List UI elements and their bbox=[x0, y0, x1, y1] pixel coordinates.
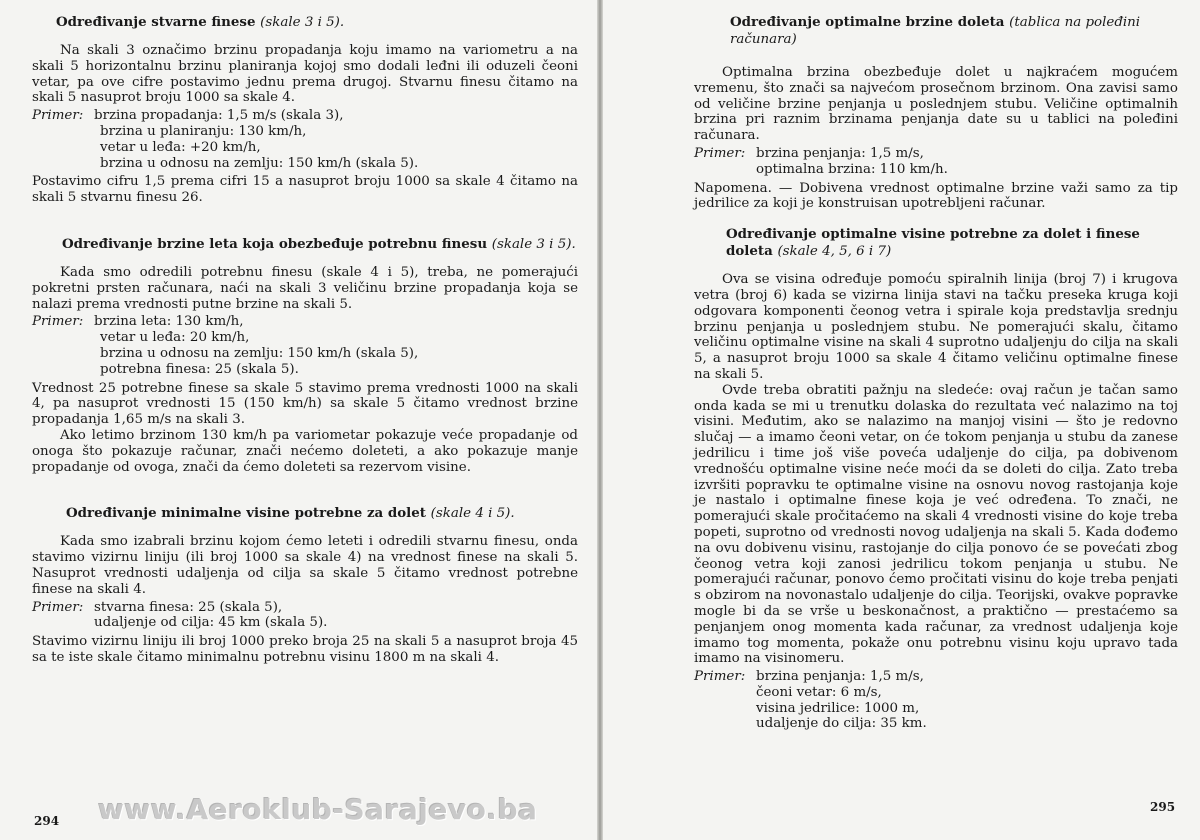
right-page bbox=[602, 0, 1200, 840]
section-title: Određivanje stvarne finese bbox=[56, 14, 256, 30]
section-heading bbox=[694, 14, 1178, 48]
section-title-sub: (skale 3 i 5). bbox=[491, 236, 576, 252]
page-number: 294 bbox=[34, 814, 60, 828]
example-line: potrebna finesa: 25 (skala 5). bbox=[100, 361, 299, 377]
example-line: optimalna brzina: 110 km/h. bbox=[756, 161, 948, 177]
section-title-sub: (skale 4 i 5). bbox=[430, 506, 515, 522]
example-line: brzina penjanja: 1,5 m/s, bbox=[756, 145, 924, 161]
example-line: udaljenje od cilja: 45 km (skala 5). bbox=[94, 615, 328, 631]
section-heading bbox=[66, 505, 578, 522]
example-line: brzina u odnosu na zemlju: 150 km/h (skala 5), bbox=[100, 345, 419, 361]
paragraph: Ovde treba obratiti pažnju na sledeće: ovaj račun je tačan samo onda kada se mi u trenutku dolaska do rezultata već nalazimo na toj visini. Međutim, ako se nalazimo na manjoj visini — što je redovno slučaj — a imamo čeoni vetar, on će tokom penjanja u stubu da zanese jedrilicu i time još više poveća udaljenje do cilja, pa dobivenom vrednošću optimalne visine neće moći da se doleti do cilja. Zato treba izvršiti popravku te optimalne visine na osnovu novog rastojanja koje je nastalo i optimalne finese koja je već određena. To znači, ne pomerajući skale pročitaćemo na skali 4 vrednosti visine do koje treba popeti, suprotno od vrednosti novog udaljenja na skali 5. Kada dođemo na ovu dobivenu visinu, rastojanje do cilja ponovo će se povećati zbog čeonog vetra koji zanosi jedrilicu tokom penjanja u stubu. Ne pomerajući računar, ponovo ćemo pročitati visinu do koje treba penjati s obzirom na novonastalo udaljenje do cilja. Teorijski, ovakve popravke mogle bi da se vrše u beskonačnost, a praktično — prestaćemo sa penjanjem onog momenta kada računar, za vrednost udaljenja koje imamo tog momenta, pokaže onu potrebnu visinu koju upravo tada imamo na visinomeru. bbox=[694, 382, 1178, 667]
paragraph: Napomena. — Dobivena vrednost optimalne brzine važi samo za tip jedrilice za koji je konstruisan upotrebljeni računar. bbox=[694, 180, 1178, 212]
example-label: Primer: bbox=[32, 108, 84, 124]
example-line: brzina leta: 130 km/h, bbox=[94, 314, 244, 330]
section-title: Određivanje brzine leta koja obezbeđuje potrebnu finesu bbox=[62, 235, 488, 252]
section-title: Određivanje optimalne brzine doleta bbox=[730, 14, 1005, 30]
example-line: visina jedrilice: 1000 m, bbox=[756, 700, 920, 716]
section-heading bbox=[32, 236, 578, 253]
example-line: stvarna finesa: 25 (skala 5), bbox=[94, 599, 283, 615]
example-line: brzina u planiranju: 130 km/h, bbox=[100, 123, 307, 139]
paragraph: Optimalna brzina obezbeđuje dolet u najkraćem mogućem vremenu, što znači sa najvećom prosečnom brzinom. Ona zavisi samo od veličine brzine penjanja u poslednjem stubu. Veličine optimalnih brzina pri raznim brzinama penjanja date su u tablici na poleđini računara. bbox=[694, 65, 1178, 144]
paragraph: Postavimo cifru 1,5 prema cifri 15 a nasuprot broju 1000 sa skale 4 čitamo na skali 5 stvarnu finesu 26. bbox=[32, 174, 578, 206]
section-title-sub: (tablica na poleđini računara) bbox=[730, 15, 1141, 47]
page-number: 295 bbox=[1150, 800, 1176, 814]
paragraph: Kada smo odredili potrebnu finesu (skale 4 i 5), treba, ne pomerajući pokretni prsten računara, naći na skali 3 veličinu brzine propadanja koja se nalazi prema vrednosti putne brzine na skali 5. bbox=[32, 264, 578, 312]
paragraph: Kada smo izabrali brzinu kojom ćemo leteti i odredili stvarnu finesu, onda stavimo vizirnu liniju (ili broj 1000 sa skale 4) na vrednost finese na skali 5. Nasuprot vrednosti udaljenja od cilja sa skale 5 čitamo vrednost potrebne finese na skali 4. bbox=[32, 534, 578, 597]
example-line: vetar u leđa: +20 km/h, bbox=[100, 139, 261, 155]
section-heading bbox=[56, 14, 578, 31]
example-label: Primer: bbox=[694, 669, 746, 685]
section-title: Određivanje minimalne visine potrebne za dolet bbox=[66, 505, 426, 522]
example-label: Primer: bbox=[32, 599, 84, 615]
section-title-sub: (skale 4, 5, 6 i 7) bbox=[777, 244, 892, 260]
example-line: vetar u leđa: 20 km/h, bbox=[100, 330, 250, 346]
example-block bbox=[694, 669, 1178, 732]
paragraph: Vrednost 25 potrebne finese sa skale 5 stavimo prema vrednosti 1000 na skali 4, pa nasuprot vrednosti 15 (150 km/h) sa skale 5 čitamo vrednost brzine propadanja 1,65 m/s na skali 3. bbox=[32, 380, 578, 428]
example-line: brzina u odnosu na zemlju: 150 km/h (skala 5). bbox=[100, 155, 419, 171]
watermark-text: www.Aeroklub-Sarajevo.ba bbox=[98, 793, 538, 826]
paragraph: Stavimo vizirnu liniju ili broj 1000 preko broja 25 na skali 5 a nasuprot broja 45 sa te iste skale čitamo minimalnu potrebnu visinu 1800 m na skali 4. bbox=[32, 634, 578, 665]
example-block bbox=[32, 314, 578, 377]
paragraph: Na skali 3 označimo brzinu propadanja koju imamo na variometru a na skali 5 horizontalnu brzinu planiranja kojoj smo dodali leđni ili oduzeli čeoni vetar, pa ove cifre postavimo jednu prema drugoj. Stvarnu finesu čitamo na skali 5 nasuprot broju 1000 sa skale 4. bbox=[32, 43, 578, 106]
example-line: čeoni vetar: 6 m/s, bbox=[756, 684, 882, 700]
example-block bbox=[694, 146, 1178, 178]
section-title-sub: (skale 3 i 5). bbox=[260, 15, 345, 30]
example-block bbox=[32, 108, 578, 171]
example-line: udaljenje do cilja: 35 km. bbox=[756, 716, 927, 732]
paragraph: Ako letimo brzinom 130 km/h pa variometar pokazuje veće propadanje od onoga što pokazuje računar, znači nećemo doleteti, a ako pokazuje manje propadanje od ovoga, znači da ćemo doleteti sa rezervom visine. bbox=[32, 427, 578, 475]
example-label: Primer: bbox=[32, 314, 84, 330]
paragraph: Ova se visina određuje pomoću spiralnih linija (broj 7) i krugova vetra (broj 6) kada se vizirna linija stavi na tačku preseka kruga koji odgovara komponenti čeonog vetra i spirale koja predstavlja srednju brzinu penjanja u poslednjem stubu. Ne pomerajući skalu, čitamo veličinu optimalne visine na skali 4 suprotno udaljenju do cilja na skali 5, a nasuprot broju 1000 sa skale 4 čitamo veličinu optimalne finese na skali 5. bbox=[694, 272, 1178, 382]
section-heading bbox=[694, 226, 1178, 260]
example-line: brzina penjanja: 1,5 m/s, bbox=[756, 669, 924, 685]
section-title: Određivanje optimalne visine potrebne za dolet i finese doleta bbox=[726, 226, 1140, 260]
example-label: Primer: bbox=[694, 145, 746, 161]
example-block bbox=[32, 600, 578, 632]
example-line: brzina propadanja: 1,5 m/s (skala 3), bbox=[94, 108, 344, 124]
left-page bbox=[0, 0, 598, 840]
